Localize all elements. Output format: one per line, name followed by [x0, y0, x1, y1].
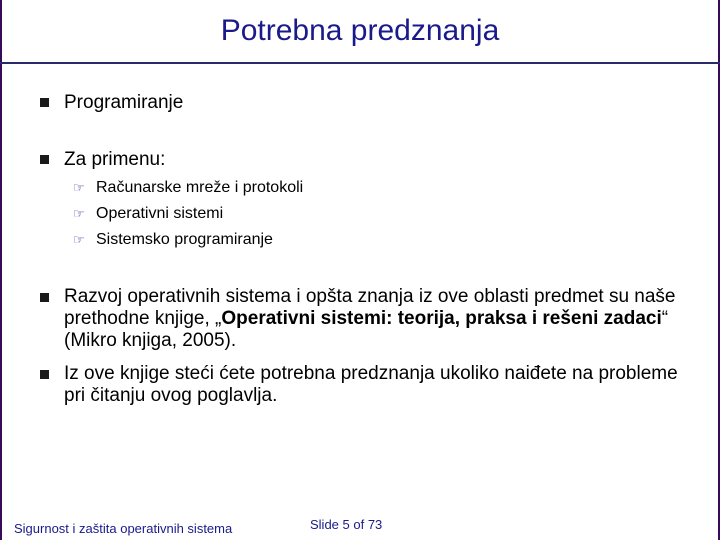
paragraph-iz-ove-knjige: Iz ove knjige steći ćete potrebna predznanja ukoliko naiđete na probleme pri čitanju ovog poglavlja. — [64, 363, 678, 406]
pointing-hand-icon: ☞ — [73, 180, 85, 195]
sub-item-operativni-sistemi: Operativni sistemi — [96, 205, 224, 222]
book-title: Operativni sistemi: teorija, praksa i rešeni zadaci — [221, 308, 662, 329]
square-bullet-icon — [40, 370, 49, 379]
paragraph-razvoj — [64, 286, 704, 352]
paragraph-razvoj-text: Razvoj operativnih sistema i opšta znanja iz ove oblasti predmet su naše prethodne knjige, „ — [64, 286, 676, 329]
slide-title: Potrebna predznanja — [220, 14, 500, 47]
sub-item-racunarske-mreze: Računarske mreže i protokoli — [96, 179, 304, 196]
footer-slide-number: Slide 5 of 73 — [310, 517, 383, 532]
pointing-hand-icon: ☞ — [73, 232, 85, 247]
footer-course-title: Sigurnost i zaštita operativnih sistema — [14, 521, 233, 536]
slide-border-left — [0, 0, 2, 540]
bullet-za-primenu: Za primenu: — [64, 149, 166, 170]
square-bullet-icon — [40, 293, 49, 302]
bullet-programiranje: Programiranje — [64, 92, 184, 113]
pointing-hand-icon: ☞ — [73, 206, 85, 221]
square-bullet-icon — [40, 155, 49, 164]
square-bullet-icon — [40, 98, 49, 107]
paragraph-razvoj-publisher: “ (Mikro knjiga, 2005). — [64, 308, 669, 351]
title-divider — [0, 62, 720, 64]
sub-item-sistemsko-programiranje: Sistemsko programiranje — [96, 231, 273, 248]
